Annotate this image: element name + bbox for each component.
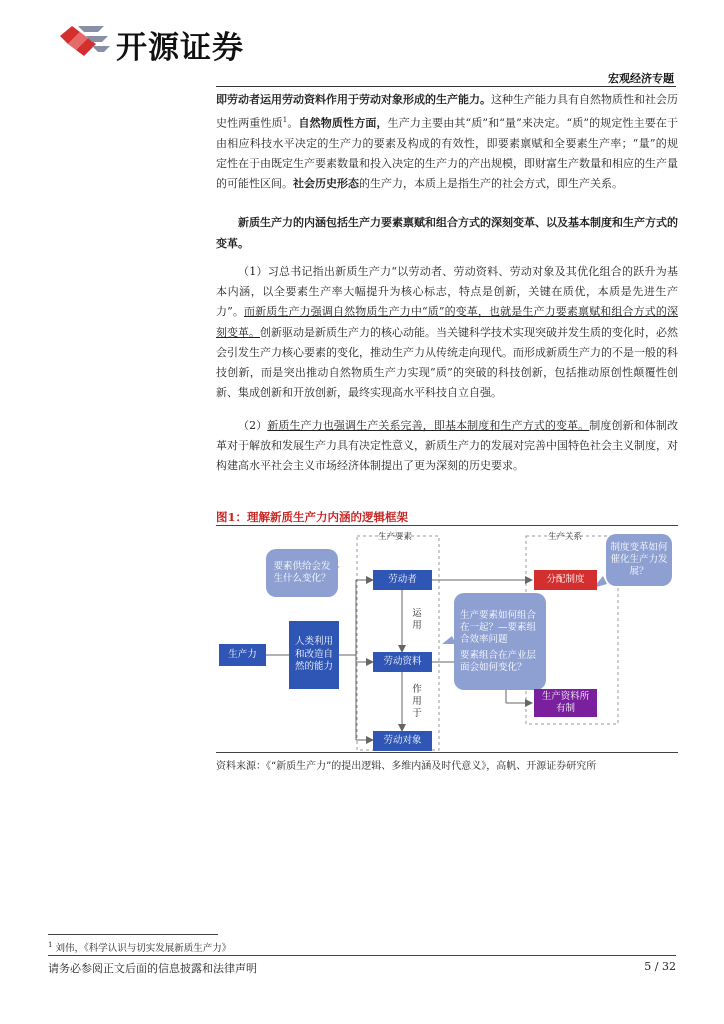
para1-text-3: 生产力主要由其“质”和“量”来决定。“质”的规定性主要在于由相应科技水平决定的生产力的要素及构成的有效性，即要素禀赋和全要素生产率；“量”的规定性在于由既定生产要素数量和投入决定的生产力的产出规模，即财富生产数量和相应的生产量的可能性区间。 <box>216 116 679 191</box>
para1-text-2: 。 <box>287 116 299 130</box>
figure-bottom-rule <box>216 752 678 753</box>
page-number: 5 / 32 <box>644 960 676 973</box>
node-ownership: 生产资料所有制 <box>534 689 597 717</box>
paragraph-3 <box>216 416 678 477</box>
para3-underline: 新质生产力也强调生产关系完善，即基本制度和生产方式的变革。 <box>267 419 590 432</box>
logo-icon <box>58 22 112 62</box>
para1-text-1: 这种生产能力具有自然物质性和社会历史性两重性质 <box>216 93 678 130</box>
figure-diagram <box>216 526 678 752</box>
bubble-institution: 制度变革如何催化生产力发展？ <box>606 534 672 586</box>
label-factors: 生产要素 <box>378 532 413 542</box>
paragraph-1 <box>216 90 678 195</box>
node-material: 劳动资料 <box>373 652 432 672</box>
para1-bold-3: 社会历史形态 <box>293 177 359 191</box>
para1-bold-1: 即劳动者运用劳动资料作用于劳动对象形成的生产能力。 <box>216 93 491 106</box>
section-heading: 新质生产力的内涵包括生产力要素禀赋和组合方式的深刻变革、以及基本制度和生产方式的变革。 <box>216 216 678 250</box>
para3-text-1: （2） <box>238 419 268 432</box>
bubble-combination <box>454 593 546 690</box>
para2-text-1: （1）习总书记指出新质生产力“以劳动者、劳动资料、劳动对象及其优化组合的跃升为基本内涵，以全要素生产率大幅提升为核心标志，特点是创新，关键在质优，本质是先进生产力”。 <box>216 265 678 319</box>
footnote-number: 1 <box>48 940 53 949</box>
node-object: 劳动对象 <box>373 731 432 751</box>
node-labor: 劳动者 <box>373 570 432 590</box>
paragraph-2 <box>216 262 678 403</box>
figure-source: 资料来源：《“新质生产力”的提出逻辑、多维内涵及时代意义》，高帆、开源证券研究所 <box>216 761 597 772</box>
footer-rule <box>48 955 676 956</box>
edge-label-use: 运用 <box>412 608 422 631</box>
para1-bold-2: 自然物质性方面， <box>298 116 388 130</box>
footnote-ref[interactable]: 1 <box>282 116 288 125</box>
para1-text-4: 的生产力，本质上是指生产的社会方式，即生产关系。 <box>359 177 623 191</box>
para2-underline: 而新质生产力强调自然物质生产力中“质”的变革，也就是生产力要素禀赋和组合方式的深刻变革。 <box>216 305 679 339</box>
bubble-mid-item-1: 生产要素如何组合在一起？—要素组合效率问题 <box>460 609 537 645</box>
footnote-text: 刘伟，《科学认识与切实发展新质生产力》 <box>55 943 232 954</box>
edge-label-act: 作用于 <box>412 684 422 719</box>
label-relations: 生产关系 <box>548 532 583 542</box>
para2-text-2: 创新驱动是新质生产力的核心动能。当关键科学技术实现突破并发生质的变化时，必然会引发生产力核心要素的变化，推动生产力从传统走向现代。而形成新质生产力的不是一般的科技创新，而是突出推动自然物质生产力实现“质”的突破的科技创新，包括推动原创性颠覆性创新、集成创新和开放创新，最终实现高水平科技自立自强。 <box>216 325 678 400</box>
node-productivity: 生产力 <box>219 644 266 666</box>
node-human-capacity: 人类利用和改造自然的能力 <box>289 621 339 689</box>
logo-text: 开源证券 <box>116 30 244 66</box>
footnote <box>48 940 231 954</box>
footnote-rule <box>48 934 218 935</box>
header-divider <box>216 86 676 87</box>
header-tag: 宏观经济专题 <box>608 72 674 85</box>
figure-title: 图1：理解新质生产力内涵的逻辑框架 <box>216 510 408 524</box>
footer-disclaimer: 请务必参阅正文后面的信息披露和法律声明 <box>48 962 257 975</box>
node-distribution: 分配制度 <box>534 570 597 590</box>
para3-text-2: 制度创新和体制改革对于解放和发展生产力具有决定性意义，新质生产力的发展对完善中国特色社会主义制度，对构建高水平社会主义市场经济体制提出了更为深刻的历史要求。 <box>216 419 679 473</box>
bubble-supply-change: 要素供给会发生什么变化？ <box>266 549 338 597</box>
bubble-mid-item-2: 要素组合在产业层面会如何变化？ <box>460 649 537 673</box>
